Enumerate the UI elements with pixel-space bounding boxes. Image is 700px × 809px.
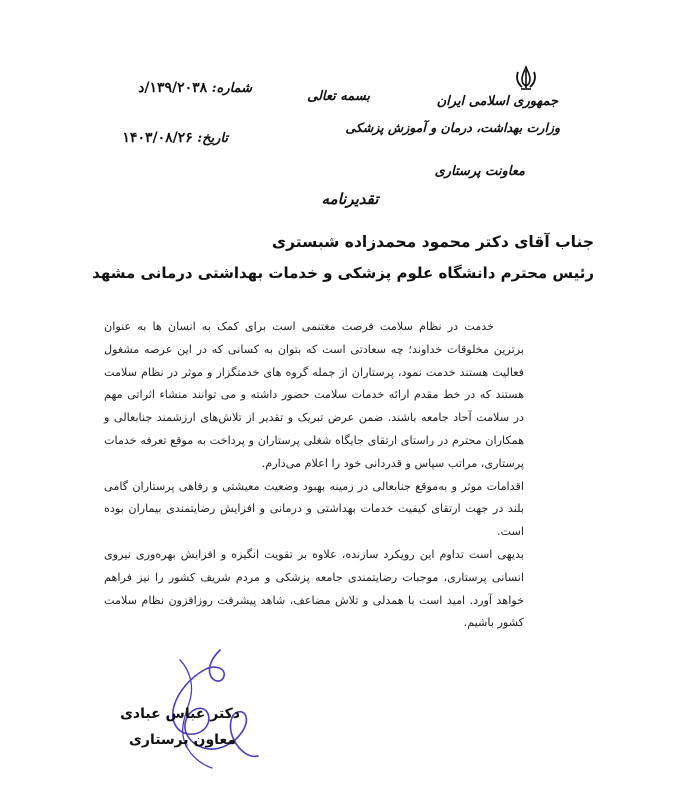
addressee-name: جناب آقای دکتر محمود محمدزاده شبستری <box>271 233 594 251</box>
letter-body <box>104 316 524 635</box>
iran-emblem-icon <box>512 64 540 92</box>
signatory-name: دکتر عباس عبادی <box>120 706 240 722</box>
body-paragraph: خدمت در نظام سلامت فرصت مغتنمی است برای کمک به انسان ها به عنوان برترین مخلوقات خداوند؛ چه سعادتی است که بتوان به کسانی که در این عرصه مشغول فعالیت هستند خدمت نمود، پرستاران از جمله گروه های خدمتگزار و موثر در نظام سلامت هستند که در خط مقدم ارائه خدمات سلامت حضور داشته و می توانند منشاء اثراتی مهم در سلامت آحاد جامعه باشند. ضمن عرض تبریک و تقدیر از تلاش‌های ارزشمند جنابعالی و همکاران محترم در راستای ارتقای جایگاه شغلی پرستاران و پرداخت به موقع تعرفه خدمات پرستاری، مراتب سپاس و قدردانی خود را اعلام می‌دارم. <box>104 320 524 470</box>
letterhead-republic: جمهوری اسلامی ایران <box>436 94 558 109</box>
bismillah-heading: بسمه تعالی <box>307 89 370 104</box>
letter-number <box>138 80 252 96</box>
letter-date-value: ۱۴۰۳/۰۸/۲۶ <box>122 130 193 146</box>
letterhead-deputy: معاونت پرستاری <box>434 164 525 179</box>
letter-date-label: تاریخ: <box>197 131 228 146</box>
signatory-title: معاون پرستاری <box>129 732 236 748</box>
letter-date <box>122 130 228 146</box>
letterhead-ministry: وزارت بهداشت، درمان و آموزش پزشکی <box>345 120 560 135</box>
body-paragraph: بدیهی است تداوم این رویکرد سازنده، علاوه بر تقویت انگیزه و افزایش بهره‌وری نیروی انسانی پرستاری، موجبات رضایتمندی جامعه پزشکی و مردم شریف کشور را نیز فراهم خواهد آورد. امید است با همدلی و تلاش مضاعف، شاهد پیشرفت روزافزون نظام سلامت کشور باشیم. <box>104 547 524 630</box>
letter-number-value: ۱۳۹/۲۰۳۸/د <box>138 80 208 96</box>
document-title: تقدیرنامه <box>321 190 379 208</box>
letter-number-label: شماره: <box>211 81 252 96</box>
body-paragraph: اقدامات موثر و به‌موقع جنابعالی در زمینه بهبود وضعیت معیشتی و رفاهی پرستاران گامی بلند در جهت ارتقای کیفیت خدمات بهداشتی و درمانی و افزایش رضایتمندی بیماران بوده است. <box>104 479 524 539</box>
addressee-title: رئیس محترم دانشگاه علوم پزشکی و خدمات بهداشتی درمانی مشهد <box>92 264 594 282</box>
